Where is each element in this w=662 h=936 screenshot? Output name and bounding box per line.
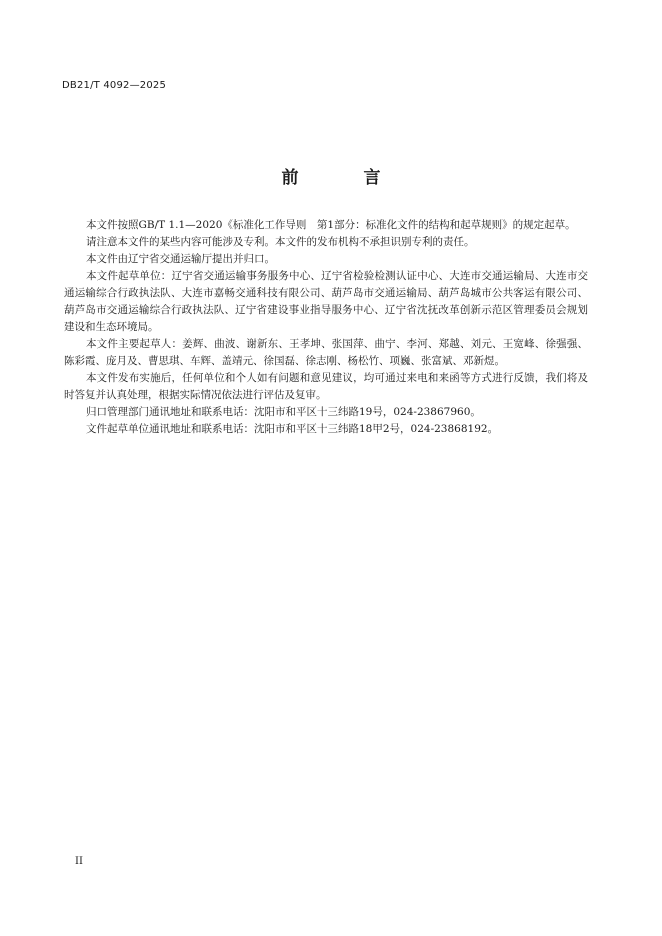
page-number: II [75,856,83,867]
paragraph-patent-notice: 请注意本文件的某些内容可能涉及专利。本文件的发布机构不承担识别专利的责任。 [86,236,475,248]
paragraph-drafting-basis: 本文件按照GB/T 1.1—2020《标准化工作导则 第1部分：标准化文件的结构和起草规则》的规定起草。 [86,219,576,231]
paragraph-drafter-contact: 文件起草单位通讯地址和联系电话：沈阳市和平区十三纬路18甲2号，024-23868192。 [86,423,499,435]
paragraph-proposer: 本文件由辽宁省交通运输厅提出并归口。 [86,253,275,265]
paragraph-feedback: 本文件发布实施后，任何单位和个人如有问题和意见建议，均可通过来电和来函等方式进行反馈，我们将及时答复并认真处理，根据实际情况依法进行评估及复审。 [64,372,588,401]
paragraph-authority-contact: 归口管理部门通讯地址和联系电话：沈阳市和平区十三纬路19号，024-23867960。 [86,406,481,418]
document-code: DB21/T 4092—2025 [62,80,167,91]
paragraph-drafting-units: 本文件起草单位：辽宁省交通运输事务服务中心、辽宁省检验检测认证中心、大连市交通运输局、大连市交通运输综合行政执法队、大连市嘉畅交通科技有限公司、葫芦岛市交通运输局、葫芦岛城市公共客运有限公司、葫芦岛市交通运输综合行政执法队、辽宁省建设事业指导服务中心、辽宁省沈抚改革创新示范区管理委员会规划建设和生态环境局。 [64,270,588,333]
foreword-body [64,217,588,438]
paragraph-drafters: 本文件主要起草人：姜辉、曲波、谢新东、王孝坤、张国萍、曲宁、李河、郑越、刘元、王宽峰、徐强强、陈彩霞、庞月及、曹思琪、车辉、盖靖元、徐国磊、徐志刚、杨松竹、项巍、张富斌、邓新煜。 [64,338,588,367]
page-title: 前 言 [281,168,405,188]
